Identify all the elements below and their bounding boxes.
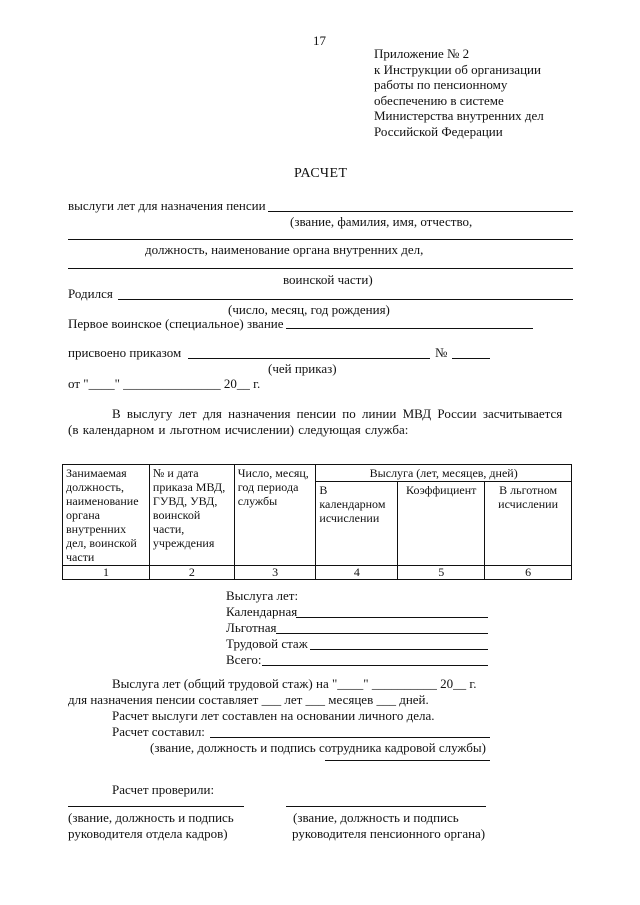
hint-hr: (звание, должность и подпись сотрудника кадровой службы) [150, 740, 486, 755]
totals-total-label: Всего: [226, 652, 262, 667]
checked-left-line[interactable] [68, 806, 244, 807]
col-header-service-group: Выслуга (лет, месяцев, дней) [316, 465, 572, 482]
position-field-line[interactable] [68, 239, 573, 240]
page-number: 17 [313, 33, 326, 48]
name-field-line[interactable] [268, 211, 573, 212]
hint-birth: (число, месяц, год рождения) [228, 302, 390, 317]
hint-position: должность, наименование органа внутренних дел, [145, 242, 424, 257]
service-years-label: выслуги лет для назначения пенсии [68, 198, 266, 213]
col-number-1: 1 [63, 566, 150, 580]
totals-title: Выслуга лет: [226, 588, 299, 603]
appendix-line: Российской Федерации [374, 123, 503, 139]
summary-line-1: Выслуга лет (общий трудовой стаж) на "____" __________ 20__ г. [112, 676, 477, 691]
service-table [62, 464, 572, 580]
intro-line-1: В выслугу лет для назначения пенсии по линии МВД России засчитывается [112, 406, 563, 421]
totals-work-line[interactable] [310, 649, 488, 650]
totals-calendar-label: Календарная [226, 604, 298, 619]
unit-field-line[interactable] [68, 268, 573, 269]
totals-total-line[interactable] [262, 665, 488, 666]
hint-whose-order: (чей приказ) [268, 361, 337, 376]
appendix-line: Приложение № 2 [374, 46, 470, 61]
appendix-line: Министерства внутренних дел [374, 108, 544, 123]
born-label: Родился [68, 286, 113, 301]
checked-label: Расчет проверили: [112, 782, 215, 797]
document-title: РАСЧЕТ [294, 166, 348, 181]
col-number-2: 2 [149, 566, 234, 580]
col-number-5: 5 [398, 566, 485, 580]
first-rank-line[interactable] [286, 328, 533, 329]
checked-right-hint-1: (звание, должность и подпись [293, 810, 459, 825]
col-header-preferential: В льготном исчислении [485, 482, 572, 566]
totals-work-label: Трудовой стаж [226, 636, 308, 651]
first-rank-label: Первое воинское (специальное) звание [68, 316, 284, 331]
summary-line-3: Расчет выслуги лет составлен на основании личного дела. [112, 708, 435, 723]
order-date: от "____" _______________ 20__ г. [68, 376, 261, 391]
hr-signature-line[interactable] [325, 760, 490, 761]
totals-calendar-line[interactable] [296, 617, 488, 618]
hint-unit: воинской части) [283, 272, 373, 287]
number-sign: № [435, 345, 448, 360]
totals-preferential-label: Льготная [226, 620, 277, 635]
col-header-order: № и дата приказа МВД, ГУВД, УВД, воинской части, учреждения [149, 465, 234, 566]
totals-preferential-line[interactable] [276, 633, 488, 634]
appendix-block [374, 46, 544, 139]
order-field-line[interactable] [188, 358, 430, 359]
hint-name: (звание, фамилия, имя, отчество, [290, 214, 473, 229]
col-header-period: Число, месяц, год периода службы [234, 465, 316, 566]
compiled-by-line[interactable] [210, 737, 490, 738]
compiled-by-label: Расчет составил: [112, 724, 205, 739]
summary-line-2: для назначения пенсии составляет ___ лет ___ месяцев ___ дней. [68, 692, 429, 707]
appendix-line: работы по пенсионному [374, 77, 508, 92]
appendix-line: обеспечению в системе [374, 92, 504, 108]
checked-right-hint-2: руководителя пенсионного органа) [292, 826, 486, 841]
col-header-calendar: В календарном исчислении [316, 482, 398, 566]
birth-date-line[interactable] [118, 299, 573, 300]
appendix-line: к Инструкции об организации [374, 61, 541, 77]
intro-line-2: (в календарном и льготном исчислении) следующая служба: [68, 422, 409, 437]
checked-left-hint-2: руководителя отдела кадров) [68, 826, 228, 841]
checked-right-line[interactable] [286, 806, 486, 807]
assigned-by-order-label: присвоено приказом [68, 345, 182, 360]
col-number-3: 3 [234, 566, 316, 580]
col-header-position: Занимаемая должность, наименование органа внутренних дел, воинской части [63, 465, 150, 566]
col-number-4: 4 [316, 566, 398, 580]
col-number-6: 6 [485, 566, 572, 580]
order-number-line[interactable] [452, 358, 490, 359]
checked-left-hint-1: (звание, должность и подпись [68, 810, 234, 825]
col-header-coefficient: Коэффициент [398, 482, 485, 566]
